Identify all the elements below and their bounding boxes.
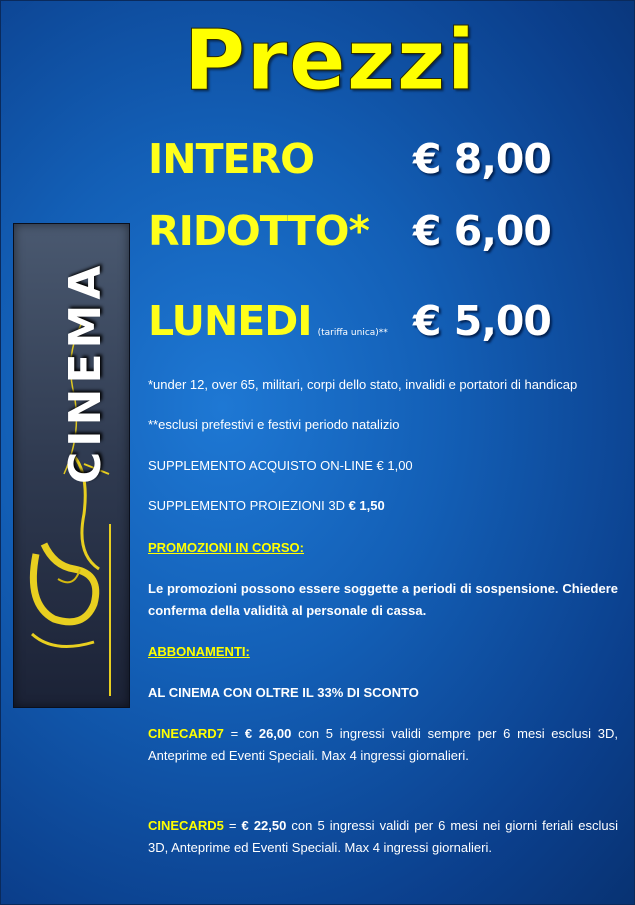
price-value-ridotto: € 6,00 — [413, 207, 551, 255]
cinecard7-text — [148, 723, 618, 767]
cinecard7-name: CINECARD7 — [148, 726, 224, 741]
cinecard7-eq: = — [223, 726, 245, 741]
supplement-online: SUPPLEMENTO ACQUISTO ON-LINE € 1,00 — [148, 458, 413, 473]
cinema-logo — [13, 223, 130, 708]
promozioni-text: Le promozioni possono essere soggette a periodi di sospensione. Chiedere conferma della validità al personale di cassa. — [148, 581, 618, 618]
price-value-intero: € 8,00 — [413, 135, 551, 183]
price-note-lunedi: (tariffa unica)** — [317, 328, 388, 338]
page-title: Prezzi — [183, 11, 477, 109]
supplement-3d-value: € 1,50 — [348, 498, 385, 513]
supplement-3d — [148, 495, 618, 517]
promozioni-heading: PROMOZIONI IN CORSO: — [148, 540, 304, 555]
cinecard7-price: € 26,00 — [244, 726, 292, 741]
cinecard5-text — [148, 815, 618, 859]
cinecard7-desc: con 5 ingressi validi sempre per 6 mesi esclusi 3D, Anteprime ed Eventi Speciali. Max 4 ingressi giornalieri. — [148, 726, 618, 763]
supplement-3d-label: SUPPLEMENTO PROIEZIONI 3D — [148, 498, 349, 513]
note-ridotto: *under 12, over 65, militari, corpi dello stato, invalidi e portatori di handicap — [148, 377, 578, 392]
abbonamenti-heading: ABBONAMENTI: — [148, 644, 250, 659]
cinecard5-price: € 22,50 — [241, 818, 287, 833]
price-label-lunedi — [148, 298, 388, 356]
abbonamenti-subheading: AL CINEMA CON OLTRE IL 33% DI SCONTO — [148, 685, 419, 700]
cinema-logo-text: CINEMA — [60, 260, 111, 484]
price-label-lunedi-text: LUNEDI — [148, 297, 312, 345]
cinecard5-name: CINECARD5 — [148, 818, 224, 833]
price-label-intero: INTERO — [148, 135, 314, 183]
cinecard5-desc: con 5 ingressi validi per 6 mesi nei giorni feriali esclusi 3D, Anteprime ed Eventi Speciali. Max 4 ingressi giornalieri. — [148, 818, 618, 855]
price-label-ridotto: RIDOTTO* — [148, 207, 369, 255]
cinecard5-eq: = — [223, 818, 242, 833]
price-value-lunedi: € 5,00 — [413, 297, 551, 345]
note-lunedi: **esclusi prefestivi e festivi periodo natalizio — [148, 417, 400, 432]
